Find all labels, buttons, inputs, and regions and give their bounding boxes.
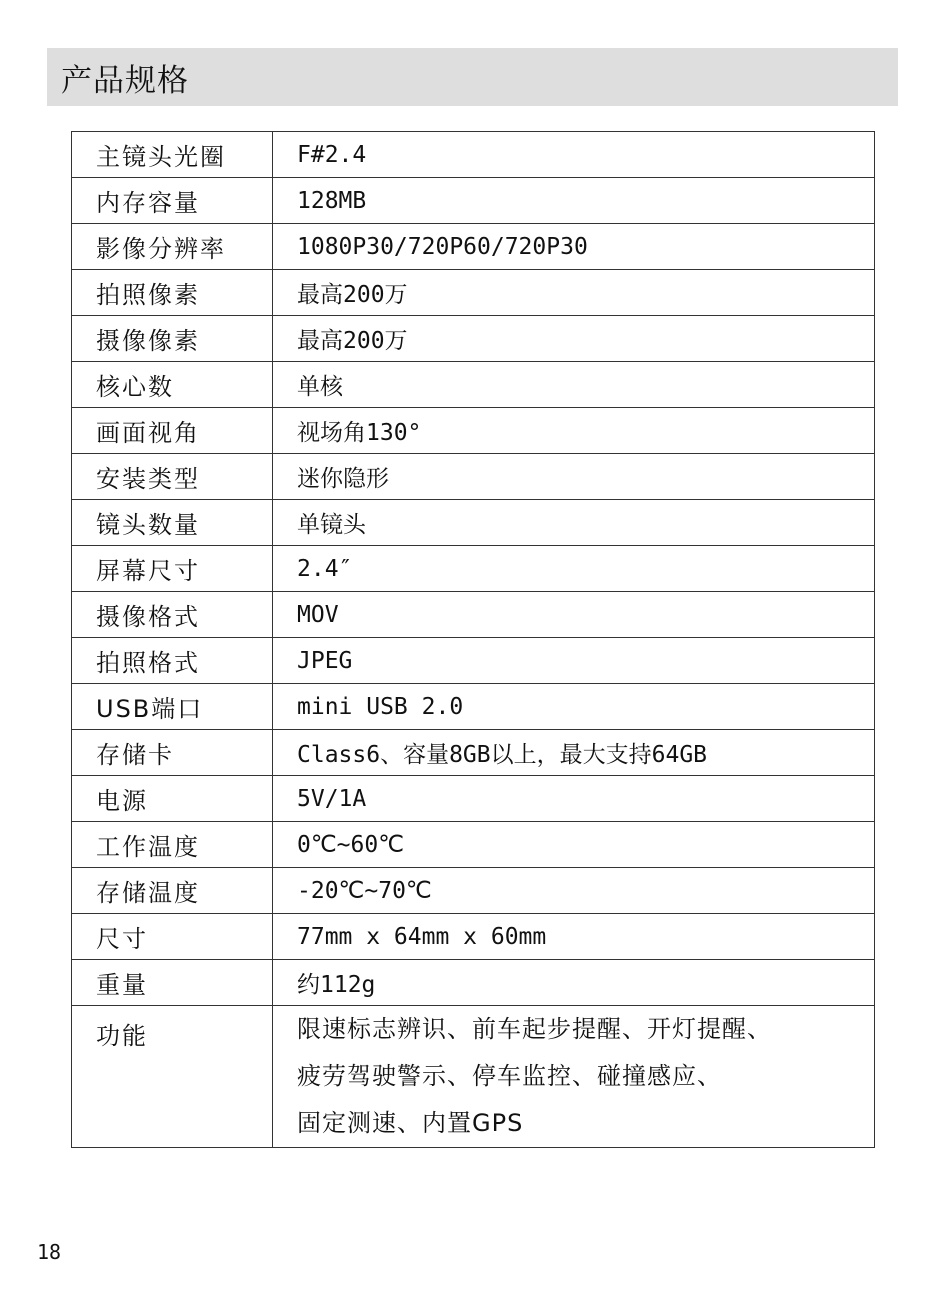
table-row: [72, 822, 875, 868]
spec-key: 镜头数量: [72, 500, 273, 546]
spec-key: 内存容量: [72, 178, 273, 224]
spec-value: 视场角130°: [273, 408, 875, 454]
function-line: 疲劳驾驶警示、停车监控、碰撞感应、: [297, 1062, 722, 1090]
spec-key: 存储温度: [72, 868, 273, 914]
spec-key: 影像分辨率: [72, 224, 273, 270]
spec-key: 拍照像素: [72, 270, 273, 316]
spec-key: 画面视角: [72, 408, 273, 454]
spec-value: 迷你隐形: [273, 454, 875, 500]
spec-key: 摄像像素: [72, 316, 273, 362]
spec-value: 1080P30/720P60/720P30: [273, 224, 875, 270]
table-row: [72, 362, 875, 408]
spec-value: F#2.4: [273, 132, 875, 178]
spec-value: JPEG: [273, 638, 875, 684]
spec-value: 5V/1A: [273, 776, 875, 822]
table-row: [72, 546, 875, 592]
table-row: [72, 730, 875, 776]
spec-key: 屏幕尺寸: [72, 546, 273, 592]
spec-value: 77mm x 64mm x 60mm: [273, 914, 875, 960]
spec-key: 重量: [72, 960, 273, 1006]
table-row: [72, 868, 875, 914]
spec-key: USB端口: [72, 684, 273, 730]
spec-value: Class6、容量8GB以上，最大支持64GB: [273, 730, 875, 776]
spec-value: 单镜头: [273, 500, 875, 546]
function-line: 限速标志辨识、前车起步提醒、开灯提醒、: [297, 1015, 772, 1043]
table-row: [72, 408, 875, 454]
table-row: [72, 178, 875, 224]
spec-key: 安装类型: [72, 454, 273, 500]
page-number: 18: [37, 1240, 62, 1264]
spec-key: 摄像格式: [72, 592, 273, 638]
spec-value: 2.4″: [273, 546, 875, 592]
table-row: [72, 132, 875, 178]
function-line: 固定测速、内置GPS: [297, 1109, 524, 1137]
spec-key: 拍照格式: [72, 638, 273, 684]
spec-value: 单核: [273, 362, 875, 408]
spec-value: 0℃~60℃: [273, 822, 875, 868]
table-row: [72, 638, 875, 684]
table-row: [72, 960, 875, 1006]
table-row: [72, 316, 875, 362]
spec-value: -20℃~70℃: [273, 868, 875, 914]
table-row: [72, 776, 875, 822]
spec-value: 最高200万: [273, 316, 875, 362]
spec-key: 工作温度: [72, 822, 273, 868]
spec-key: 主镜头光圈: [72, 132, 273, 178]
table-row: [72, 914, 875, 960]
page-title: 产品规格: [61, 62, 189, 99]
table-row: [72, 270, 875, 316]
spec-key: 电源: [72, 776, 273, 822]
spec-value: MOV: [273, 592, 875, 638]
table-row-functions: [72, 1006, 875, 1148]
spec-value: 128MB: [273, 178, 875, 224]
spec-key: 核心数: [72, 362, 273, 408]
spec-key: 功能: [72, 1006, 273, 1148]
table-row: [72, 684, 875, 730]
spec-key: 尺寸: [72, 914, 273, 960]
spec-key: 存储卡: [72, 730, 273, 776]
spec-table: [71, 131, 875, 1148]
table-row: [72, 592, 875, 638]
section-title-bar: [47, 48, 898, 106]
spec-value: 约112g: [273, 960, 875, 1006]
spec-value: mini USB 2.0: [273, 684, 875, 730]
table-row: [72, 454, 875, 500]
spec-value: 最高200万: [273, 270, 875, 316]
table-row: [72, 500, 875, 546]
table-row: [72, 224, 875, 270]
spec-value-functions: [273, 1006, 875, 1148]
